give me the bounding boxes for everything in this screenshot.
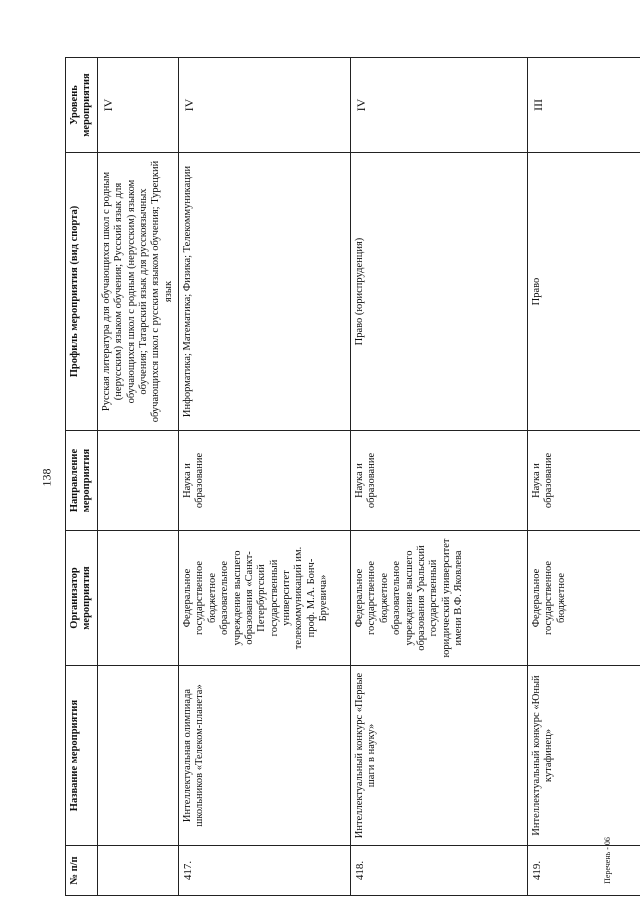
row-direction: Наука и образование (351, 431, 528, 531)
row-profile: Право (528, 153, 640, 431)
row-number: 417. (179, 846, 351, 896)
continuation-level: IV (97, 58, 178, 153)
row-organizer: Федеральное государственное бюджетное образовательное учреждение высшего образования Уральский государственный юридический университет имени В.Ф. Яковлева (351, 531, 528, 666)
header-number: № п/п (66, 846, 98, 896)
row-organizer: Федеральное государственное бюджетное образовательное учреждение высшего образования «Санкт-Петербургский государственный университет телекоммуникаций им. проф. М.А. Бонч-Бруевича» (179, 531, 351, 666)
row-direction: Наука и образование (528, 431, 640, 531)
page-number: 138 (39, 468, 54, 486)
continuation-organizer (97, 531, 178, 666)
row-profile: Информатика; Математика; Физика; Телекоммуникации (179, 153, 351, 431)
row-organizer: Федеральное государственное бюджетное (528, 531, 640, 666)
events-table-wrapper (65, 58, 587, 896)
continuation-name (97, 666, 178, 846)
table-row (351, 58, 528, 896)
header-event-name: Название мероприятия (66, 666, 98, 846)
events-table (65, 57, 640, 896)
row-number: 418. (351, 846, 528, 896)
row-level: IV (351, 58, 528, 153)
header-level: Уровень мероприятия (66, 58, 98, 153)
continuation-row (97, 58, 178, 896)
continuation-profile: Русская литература для обучающихся школ с родным (нерусским) языком обучения; Русский язык для обучающихся школ с родным (нерусским) языком обучения; Татарский язык для русскоязычных обучающихся школ с русским языком обучения; Турецкий язык (97, 153, 178, 431)
row-number: 419. (528, 846, 640, 896)
row-event-name: Интеллектуальная олимпиада школьников «Телеком-планета» (179, 666, 351, 846)
table-row (528, 58, 640, 896)
table-row (179, 58, 351, 896)
row-event-name: Интеллектуальный конкурс «Юный кутафинец» (528, 666, 640, 846)
header-direction: Направление мероприятия (66, 431, 98, 531)
header-profile: Профиль мероприятия (вид спорта) (66, 153, 98, 431)
row-level: IV (179, 58, 351, 153)
row-profile: Право (юриспруденция) (351, 153, 528, 431)
row-event-name: Интеллектуальный конкурс «Первые шаги в науку» (351, 666, 528, 846)
footer-note: Перечень - 06 (602, 836, 612, 884)
row-direction: Наука и образование (179, 431, 351, 531)
rotated-table-container (65, 58, 587, 896)
continuation-num (97, 846, 178, 896)
continuation-direction (97, 431, 178, 531)
table-header-row (66, 58, 98, 896)
row-level: III (528, 58, 640, 153)
header-organizer: Организатор мероприятия (66, 531, 98, 666)
